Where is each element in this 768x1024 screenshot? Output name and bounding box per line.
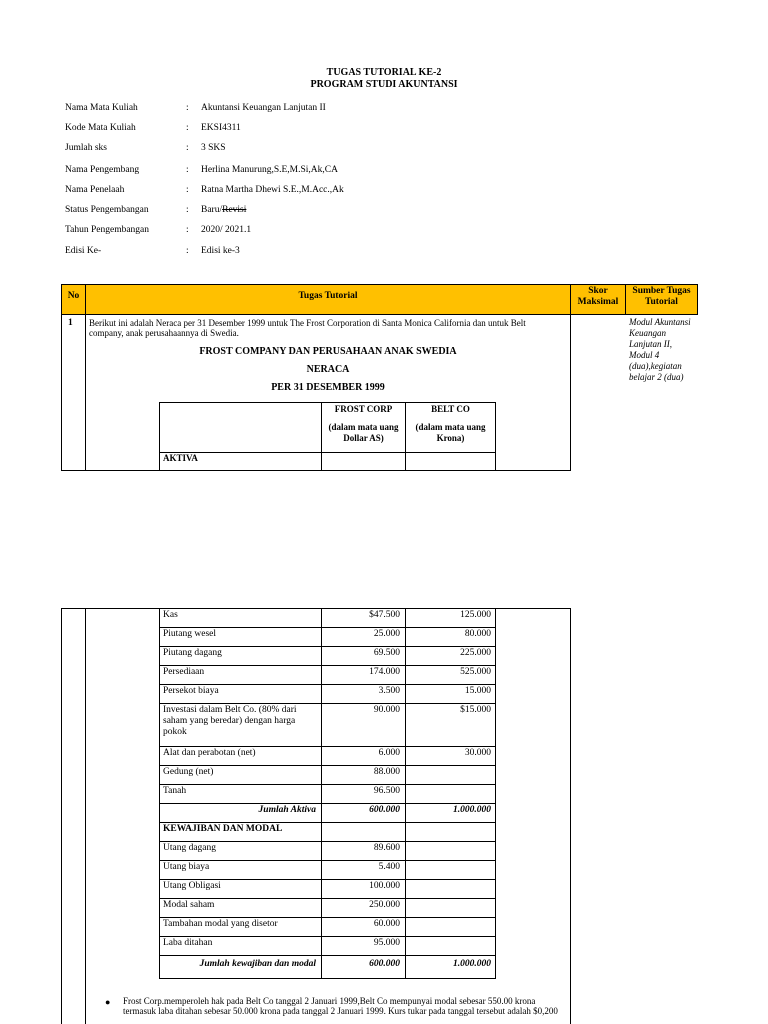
row-border bbox=[159, 765, 496, 766]
info-label: Status Pengembangan bbox=[65, 205, 149, 215]
balance-row-belt: 80.000 bbox=[464, 629, 491, 639]
col-belt-sub-line: Krona) bbox=[436, 433, 465, 443]
row-border bbox=[159, 665, 496, 666]
info-label: Nama Mata Kuliah bbox=[65, 103, 138, 113]
balance-row-frost: 3.500 bbox=[378, 686, 400, 696]
row-border bbox=[159, 841, 496, 842]
source-line: belajar 2 (dua) bbox=[629, 372, 684, 382]
balance-row-label: Utang Obligasi bbox=[163, 881, 221, 891]
balance-row-label: Persediaan bbox=[163, 667, 205, 677]
table-border bbox=[159, 470, 496, 471]
balance-row-frost: 6.000 bbox=[378, 748, 400, 758]
company-title: FROST COMPANY DAN PERUSAHAAN ANAK SWEDIA bbox=[199, 346, 457, 357]
total-liabilities-label: Jumlah kewajiban dan modal bbox=[199, 959, 316, 969]
table-border bbox=[405, 608, 406, 979]
info-colon: : bbox=[186, 165, 189, 175]
balance-row-frost: 174.000 bbox=[369, 667, 400, 677]
row-border bbox=[159, 822, 496, 823]
table-border bbox=[570, 284, 571, 471]
source-line: Modul Akuntansi bbox=[629, 317, 691, 327]
balance-row-label: Gedung (net) bbox=[163, 767, 214, 777]
source-line: Modul 4 bbox=[629, 350, 660, 360]
balance-row-label: Alat dan perabotan (net) bbox=[163, 748, 256, 758]
total-assets-label: Jumlah Aktiva bbox=[258, 805, 316, 815]
col-frost-sub-line: Dollar AS) bbox=[343, 433, 384, 443]
balance-row-frost: 5.400 bbox=[378, 862, 400, 872]
balance-row-label: Modal saham bbox=[163, 900, 215, 910]
table-border bbox=[697, 284, 698, 315]
table-border bbox=[159, 452, 496, 453]
document-subtitle: PROGRAM STUDI AKUNTANSI bbox=[310, 79, 458, 90]
statement-date: PER 31 DESEMBER 1999 bbox=[271, 382, 385, 393]
info-colon: : bbox=[186, 103, 189, 113]
bullet-paragraph bbox=[123, 996, 565, 1016]
balance-row-label: Piutang dagang bbox=[163, 648, 222, 658]
bullet-icon: ● bbox=[105, 997, 111, 1007]
col-frost-title: FROST CORP bbox=[334, 404, 393, 414]
info-colon: : bbox=[186, 143, 189, 153]
balance-row-frost: 250.000 bbox=[369, 900, 400, 910]
info-value: 2020/ 2021.1 bbox=[201, 225, 252, 235]
info-value: Edisi ke-3 bbox=[201, 246, 240, 256]
info-colon: : bbox=[186, 123, 189, 133]
col-frost-subtitle bbox=[322, 422, 405, 444]
balance-row-belt: $15.000 bbox=[460, 705, 491, 715]
aktiva-label: AKTIVA bbox=[163, 453, 198, 463]
row-border bbox=[159, 898, 496, 899]
header-sumber bbox=[626, 285, 697, 314]
table-border bbox=[61, 608, 62, 1024]
row-border bbox=[159, 936, 496, 937]
row-border bbox=[159, 978, 496, 979]
table-border bbox=[159, 402, 496, 403]
info-value: EKSI4311 bbox=[201, 123, 241, 133]
balance-row-frost: 95.000 bbox=[373, 938, 400, 948]
header-no-label: No bbox=[67, 291, 80, 301]
balance-row-label: Persekot biaya bbox=[163, 686, 219, 696]
table-border bbox=[85, 608, 86, 1024]
row-border bbox=[159, 646, 496, 647]
total-liabilities-frost: 600.000 bbox=[369, 959, 400, 969]
balance-row-belt: 30.000 bbox=[464, 748, 491, 758]
balance-row-label: Laba ditahan bbox=[163, 938, 213, 948]
info-value-status bbox=[201, 205, 246, 215]
balance-row-label: Kas bbox=[163, 610, 178, 620]
info-value: 3 SKS bbox=[201, 143, 226, 153]
bullet-line: Frost Corp.memperoleh hak pada Belt Co tanggal 2 Januari 1999,Belt Co mempunyai modal sebesar 550.00 krona bbox=[123, 996, 536, 1006]
table-border bbox=[159, 402, 160, 471]
total-assets-belt: 1.000.000 bbox=[453, 805, 491, 815]
balance-row-label: Tambahan modal yang disetor bbox=[163, 919, 278, 929]
liabilities-section-label: KEWAJIBAN DAN MODAL bbox=[163, 824, 283, 834]
header-tugas-label: Tugas Tutorial bbox=[298, 291, 358, 301]
header-sumber-line1: Sumber Tugas bbox=[632, 286, 691, 296]
total-assets-frost: 600.000 bbox=[369, 805, 400, 815]
balance-row-belt: 225.000 bbox=[460, 648, 491, 658]
balance-row-frost: 100.000 bbox=[369, 881, 400, 891]
info-colon: : bbox=[186, 205, 189, 215]
col-frost-sub-line: (dalam mata uang bbox=[328, 422, 399, 432]
balance-row-belt: 15.000 bbox=[464, 686, 491, 696]
status-option-struck: Revisi bbox=[222, 205, 247, 215]
header-no bbox=[62, 285, 85, 314]
balance-row-frost: 69.500 bbox=[373, 648, 400, 658]
table-border bbox=[61, 284, 62, 471]
header-skor-line2: Maksimal bbox=[577, 297, 619, 307]
statement-title: NERACA bbox=[306, 364, 350, 375]
row-border bbox=[159, 860, 496, 861]
balance-row-belt: 125.000 bbox=[460, 610, 491, 620]
status-option: Baru/ bbox=[201, 205, 223, 215]
task-intro bbox=[89, 318, 567, 338]
header-tugas bbox=[86, 285, 570, 314]
row-border bbox=[159, 627, 496, 628]
info-label: Jumlah sks bbox=[65, 143, 107, 153]
header-skor-line1: Skor bbox=[588, 286, 608, 296]
info-value: Akuntansi Keuangan Lanjutan II bbox=[201, 103, 326, 113]
info-colon: : bbox=[186, 225, 189, 235]
balance-row-label: Utang biaya bbox=[163, 862, 210, 872]
balance-row-label: Utang dagang bbox=[163, 843, 217, 853]
label-line: pokok bbox=[163, 727, 187, 737]
col-belt-subtitle bbox=[406, 422, 495, 444]
document-title: TUGAS TUTORIAL KE-2 bbox=[326, 67, 442, 78]
balance-row-frost: 60.000 bbox=[373, 919, 400, 929]
source-reference bbox=[629, 317, 691, 383]
col-belt-sub-line: (dalam mata uang bbox=[415, 422, 486, 432]
header-sumber-line2: Tutorial bbox=[645, 297, 678, 307]
info-label: Edisi Ke- bbox=[65, 246, 102, 256]
info-label: Tahun Pengembangan bbox=[65, 225, 150, 235]
task-intro-line1: Berikut ini adalah Neraca per 31 Desember 1999 untuk The Frost Corporation di Santa Monica California dan untuk Belt bbox=[89, 318, 526, 328]
row-border bbox=[159, 746, 496, 747]
info-label: Nama Pengembang bbox=[65, 165, 140, 175]
info-colon: : bbox=[186, 246, 189, 256]
col-belt-title: BELT CO bbox=[431, 404, 470, 414]
balance-row-frost: 88.000 bbox=[373, 767, 400, 777]
row-border bbox=[159, 879, 496, 880]
label-line: saham yang beredar) dengan harga bbox=[163, 716, 296, 726]
table-border bbox=[159, 608, 160, 979]
row-border bbox=[159, 784, 496, 785]
source-line: (dua),kegiatan bbox=[629, 361, 682, 371]
info-value: Ratna Martha Dhewi S.E.,M.Acc.,Ak bbox=[201, 185, 344, 195]
balance-row-label: Tanah bbox=[163, 786, 187, 796]
info-label: Kode Mata Kuliah bbox=[65, 123, 136, 133]
info-colon: : bbox=[186, 185, 189, 195]
balance-row-frost: 96.500 bbox=[373, 786, 400, 796]
task-intro-line2: company, anak perusahaannya di Swedia. bbox=[89, 328, 239, 338]
row-border bbox=[159, 955, 496, 956]
balance-row-frost: 90.000 bbox=[373, 705, 400, 715]
source-line: Lanjutan II, bbox=[629, 339, 673, 349]
row-border bbox=[159, 917, 496, 918]
table-border bbox=[495, 608, 496, 979]
balance-row-belt: 525.000 bbox=[460, 667, 491, 677]
label-line: Investasi dalam Belt Co. (80% dari bbox=[163, 705, 297, 715]
balance-row-label: Piutang wesel bbox=[163, 629, 217, 639]
row-number: 1 bbox=[68, 318, 73, 328]
source-line: Keuangan bbox=[629, 328, 666, 338]
balance-row-label bbox=[163, 705, 297, 738]
table-border bbox=[61, 284, 698, 285]
bullet-line: termasuk laba ditahan sebesar 50.000 krona pada tanggal 2 Januari 1999. Kurs tukar pada tanggal tersebut adalah $0,200 bbox=[123, 1006, 558, 1016]
table-border bbox=[85, 284, 86, 471]
row-border bbox=[159, 684, 496, 685]
table-border bbox=[625, 284, 626, 315]
table-border bbox=[61, 314, 698, 315]
table-border bbox=[570, 608, 571, 1024]
info-value: Herlina Manurung,S.E,M.Si,Ak,CA bbox=[201, 165, 338, 175]
total-liabilities-belt: 1.000.000 bbox=[453, 959, 491, 969]
table-border bbox=[495, 402, 496, 471]
info-label: Nama Penelaah bbox=[65, 185, 125, 195]
row-border bbox=[159, 803, 496, 804]
balance-row-frost: 25.000 bbox=[373, 629, 400, 639]
balance-row-frost: $47.500 bbox=[369, 610, 400, 620]
balance-row-frost: 89.600 bbox=[373, 843, 400, 853]
header-skor bbox=[571, 285, 625, 314]
row-border bbox=[159, 703, 496, 704]
